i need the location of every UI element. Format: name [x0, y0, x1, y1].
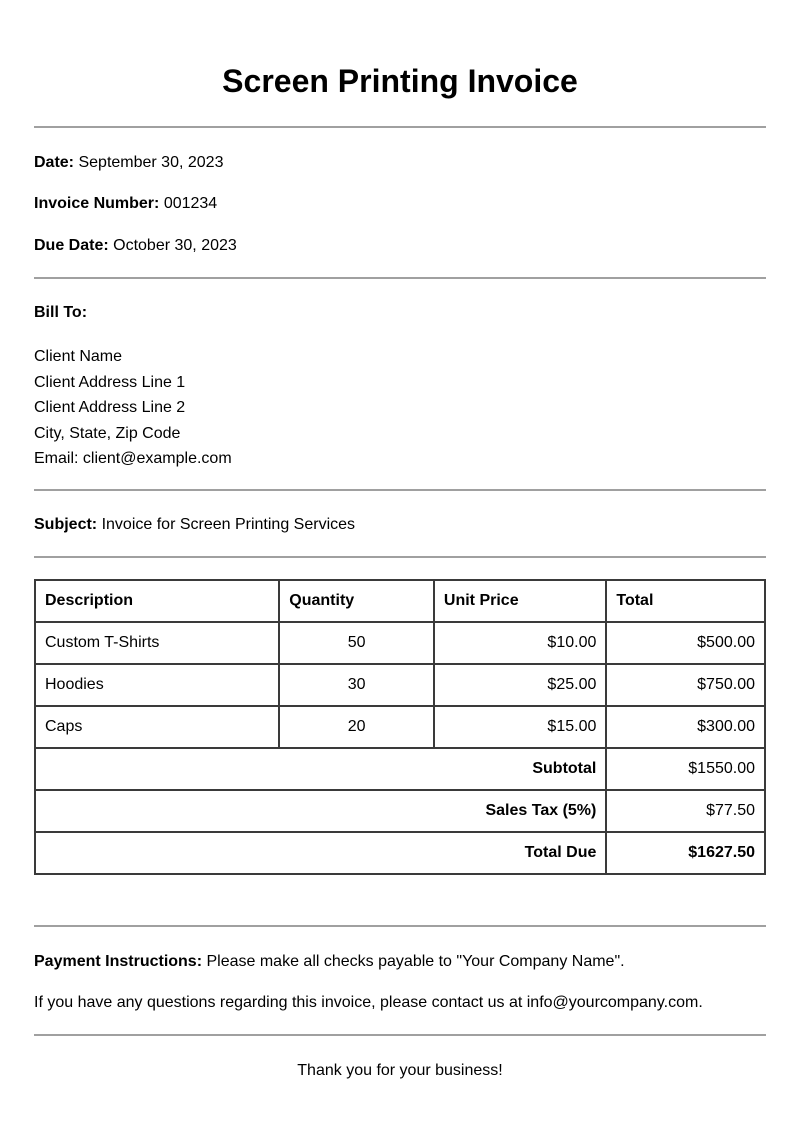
bill-to-label: Bill To: [34, 304, 88, 321]
due-date-label: Due Date: [34, 237, 109, 254]
header-description: Description [35, 580, 279, 622]
subtotal-value: $1550.00 [606, 748, 765, 790]
tax-row [35, 790, 765, 832]
divider [34, 1034, 766, 1036]
header-unit-price: Unit Price [434, 580, 606, 622]
payment-label: Payment Instructions: [34, 953, 203, 970]
due-date-value: October 30, 2023 [113, 237, 237, 254]
subject-line [34, 515, 355, 535]
divider [34, 277, 766, 279]
date-label: Date: [34, 154, 75, 171]
divider [34, 925, 766, 927]
item-description: Custom T-Shirts [35, 622, 279, 664]
bill-to-heading [34, 303, 87, 323]
due-date-line [34, 236, 237, 256]
invoice-number-label: Invoice Number: [34, 195, 160, 212]
divider [34, 489, 766, 491]
subtotal-row [35, 748, 765, 790]
total-due-row [35, 832, 765, 874]
item-description: Hoodies [35, 664, 279, 706]
header-total: Total [606, 580, 765, 622]
item-total: $300.00 [606, 706, 765, 748]
invoice-items-table [34, 579, 766, 875]
item-total: $500.00 [606, 622, 765, 664]
table-row [35, 706, 765, 748]
address-line: City, State, Zip Code [34, 424, 181, 442]
subject-label: Subject: [34, 516, 98, 533]
address-email: Email: client@example.com [34, 450, 232, 467]
item-unit-price: $25.00 [434, 664, 606, 706]
header-quantity: Quantity [279, 580, 434, 622]
page-title: Screen Printing Invoice [222, 63, 578, 99]
item-unit-price: $15.00 [434, 706, 606, 748]
divider [34, 556, 766, 558]
date-line [34, 153, 223, 173]
thank-you-note: Thank you for your business! [297, 1062, 503, 1079]
address-line: Client Name [34, 348, 123, 365]
bill-to-address [34, 344, 232, 472]
table-row [35, 622, 765, 664]
total-due-label: Total Due [35, 832, 606, 874]
tax-value: $77.50 [606, 790, 765, 832]
subtotal-label: Subtotal [35, 748, 606, 790]
payment-instructions [34, 952, 625, 972]
item-unit-price: $10.00 [434, 622, 606, 664]
subject-value: Invoice for Screen Printing Services [101, 516, 356, 533]
address-line: Client Address Line 1 [34, 373, 186, 391]
item-total: $750.00 [606, 664, 765, 706]
item-quantity: 30 [279, 664, 434, 706]
invoice-number-line [34, 194, 217, 214]
total-due-value: $1627.50 [606, 832, 765, 874]
invoice-number-value: 001234 [163, 195, 218, 212]
date-value: September 30, 2023 [78, 154, 224, 171]
address-line: Client Address Line 2 [34, 399, 186, 416]
table-header-row [35, 580, 765, 622]
table-row [35, 664, 765, 706]
item-quantity: 50 [279, 622, 434, 664]
payment-text: Please make all checks payable to "Your Company Name". [206, 953, 625, 970]
item-quantity: 20 [279, 706, 434, 748]
divider [34, 126, 766, 128]
item-description: Caps [35, 706, 279, 748]
tax-label: Sales Tax (5%) [35, 790, 606, 832]
contact-line: If you have any questions regarding this invoice, please contact us at info@yourcompany.com. [34, 994, 703, 1011]
